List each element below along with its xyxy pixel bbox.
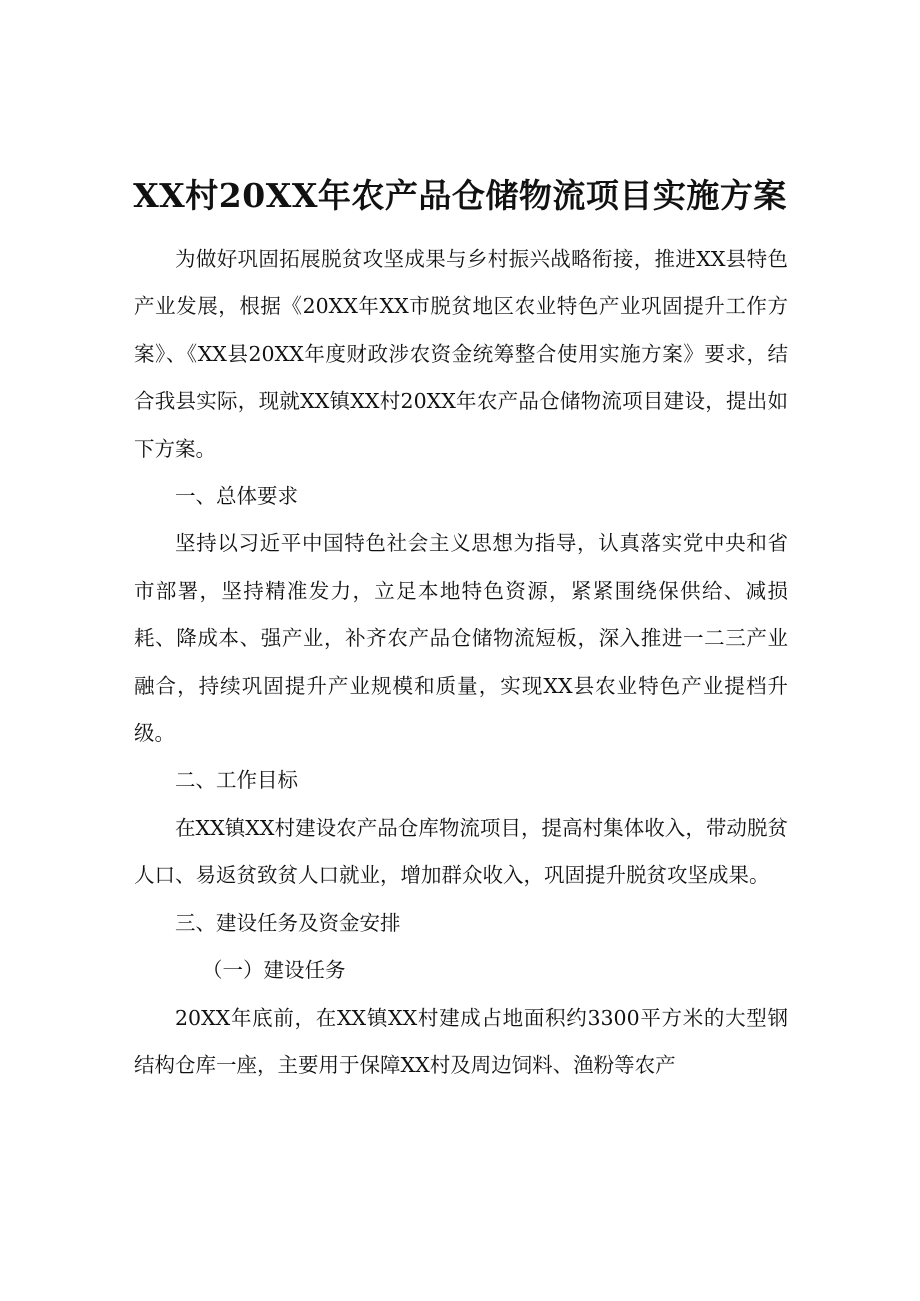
section-1-paragraph: 坚持以习近平中国特色社会主义思想为指导，认真落实党中央和省市部署，坚持精准发力，立足本地特色资源，紧紧围绕保供给、减损耗、降成本、强产业，补齐农产品仓储物流短板，深入推进一二三产业融合，持续巩固提升产业规模和质量，实现XX县农业特色产业提档升级。 xyxy=(134,531,788,746)
section-1-heading: 一、总体要求 xyxy=(175,484,298,509)
document-body xyxy=(134,236,788,1089)
section-3-paragraph: 20XX年底前，在XX镇XX村建成占地面积约3300平方米的大型钢结构仓库一座，主要用于保障XX村及周边饲料、渔粉等农产 xyxy=(134,1005,788,1077)
section-2-paragraph: 在XX镇XX村建设农产品仓库物流项目，提高村集体收入，带动脱贫人口、易返贫致贫人口就业，增加群众收入，巩固提升脱贫攻坚成果。 xyxy=(134,815,788,888)
section-3-heading: 三、建设任务及资金安排 xyxy=(175,910,401,935)
section-2-heading: 二、工作目标 xyxy=(175,768,298,793)
document-title: XX村20XX年农产品仓储物流项目实施方案 xyxy=(133,176,787,215)
section-3-subheading: （一）建设任务 xyxy=(202,958,346,983)
intro-paragraph: 为做好巩固拓展脱贫攻坚成果与乡村振兴战略衔接，推进XX县特色产业发展，根据《20XX年XX市脱贫地区农业特色产业巩固提升工作方案》、《XX县20XX年度财政涉农资金统筹整合使用实施方案》要求，结合我县实际，现就XX镇XX村20XX年农产品仓储物流项目建设，提出如下方案。 xyxy=(134,247,788,461)
